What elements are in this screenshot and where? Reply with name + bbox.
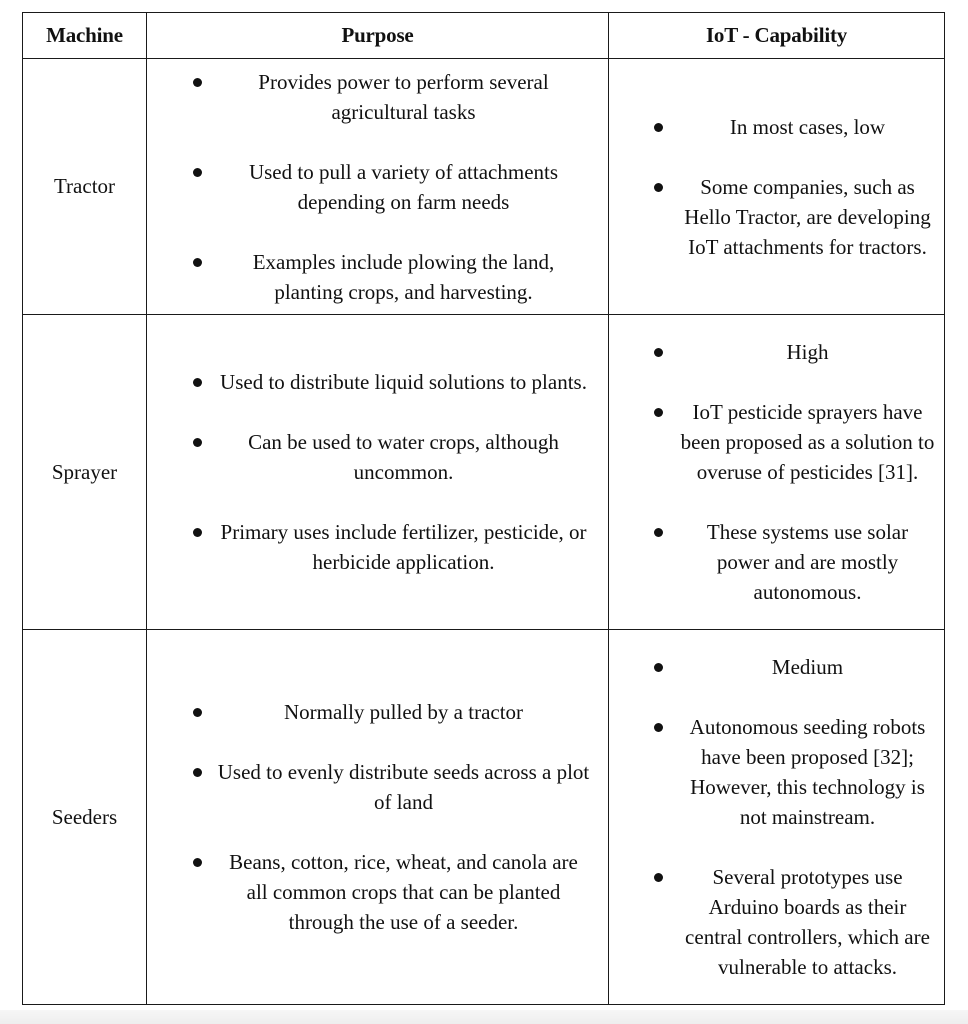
list-item: Used to pull a variety of attachments depending on farm needs (147, 157, 608, 217)
bullet-icon (193, 258, 202, 267)
list-item: IoT pesticide sprayers have been proposed as a solution to overuse of pesticides [31]. (609, 397, 944, 487)
bullet-icon (654, 528, 663, 537)
bullet-icon (654, 408, 663, 417)
bullet-icon (193, 438, 202, 447)
iot-list (609, 112, 944, 262)
bullet-icon (654, 123, 663, 132)
list-item: Examples include plowing the land, planting crops, and harvesting. (147, 247, 608, 307)
list-item: In most cases, low (609, 112, 944, 142)
bullet-icon (654, 663, 663, 672)
table-row-sprayer (23, 315, 945, 630)
list-item: Medium (609, 652, 944, 682)
bullet-icon (193, 858, 202, 867)
bullet-icon (193, 708, 202, 717)
table-row-seeders (23, 630, 945, 1005)
iot-capability-cell (609, 630, 945, 1005)
iot-capability-cell (609, 59, 945, 315)
list-item: Autonomous seeding robots have been proposed [32]; However, this technology is not mainstream. (609, 712, 944, 832)
bullet-icon (193, 768, 202, 777)
bullet-icon (654, 873, 663, 882)
bullet-icon (654, 348, 663, 357)
iot-capability-cell (609, 315, 945, 630)
list-item: Used to evenly distribute seeds across a plot of land (147, 757, 608, 817)
list-item: Several prototypes use Arduino boards as their central controllers, which are vulnerable to attacks. (609, 862, 944, 982)
list-item: Beans, cotton, rice, wheat, and canola are all common crops that can be planted through the use of a seeder. (147, 847, 608, 937)
bullet-icon (654, 723, 663, 732)
iot-list (609, 652, 944, 982)
bullet-icon (654, 183, 663, 192)
list-item: Provides power to perform several agricultural tasks (147, 67, 608, 127)
header-purpose: Purpose (147, 13, 609, 59)
machine-cell: Tractor (23, 59, 147, 315)
purpose-cell (147, 315, 609, 630)
list-item: High (609, 337, 944, 367)
purpose-cell (147, 630, 609, 1005)
page-bottom-edge (0, 1010, 968, 1024)
list-item: Can be used to water crops, although uncommon. (147, 427, 608, 487)
machine-cell: Sprayer (23, 315, 147, 630)
bullet-icon (193, 528, 202, 537)
bullet-icon (193, 168, 202, 177)
purpose-cell (147, 59, 609, 315)
list-item: Normally pulled by a tractor (147, 697, 608, 727)
machines-iot-table (22, 12, 945, 1005)
list-item: Used to distribute liquid solutions to plants. (147, 367, 608, 397)
purpose-list (147, 367, 608, 577)
header-machine: Machine (23, 13, 147, 59)
machine-cell: Seeders (23, 630, 147, 1005)
header-row (23, 13, 945, 59)
header-iot-capability: IoT - Capability (609, 13, 945, 59)
list-item: Primary uses include fertilizer, pesticide, or herbicide application. (147, 517, 608, 577)
list-item: These systems use solar power and are mostly autonomous. (609, 517, 944, 607)
bullet-icon (193, 378, 202, 387)
purpose-list (147, 67, 608, 307)
iot-list (609, 337, 944, 607)
purpose-list (147, 697, 608, 937)
bullet-icon (193, 78, 202, 87)
table-row-tractor (23, 59, 945, 315)
list-item: Some companies, such as Hello Tractor, are developing IoT attachments for tractors. (609, 172, 944, 262)
